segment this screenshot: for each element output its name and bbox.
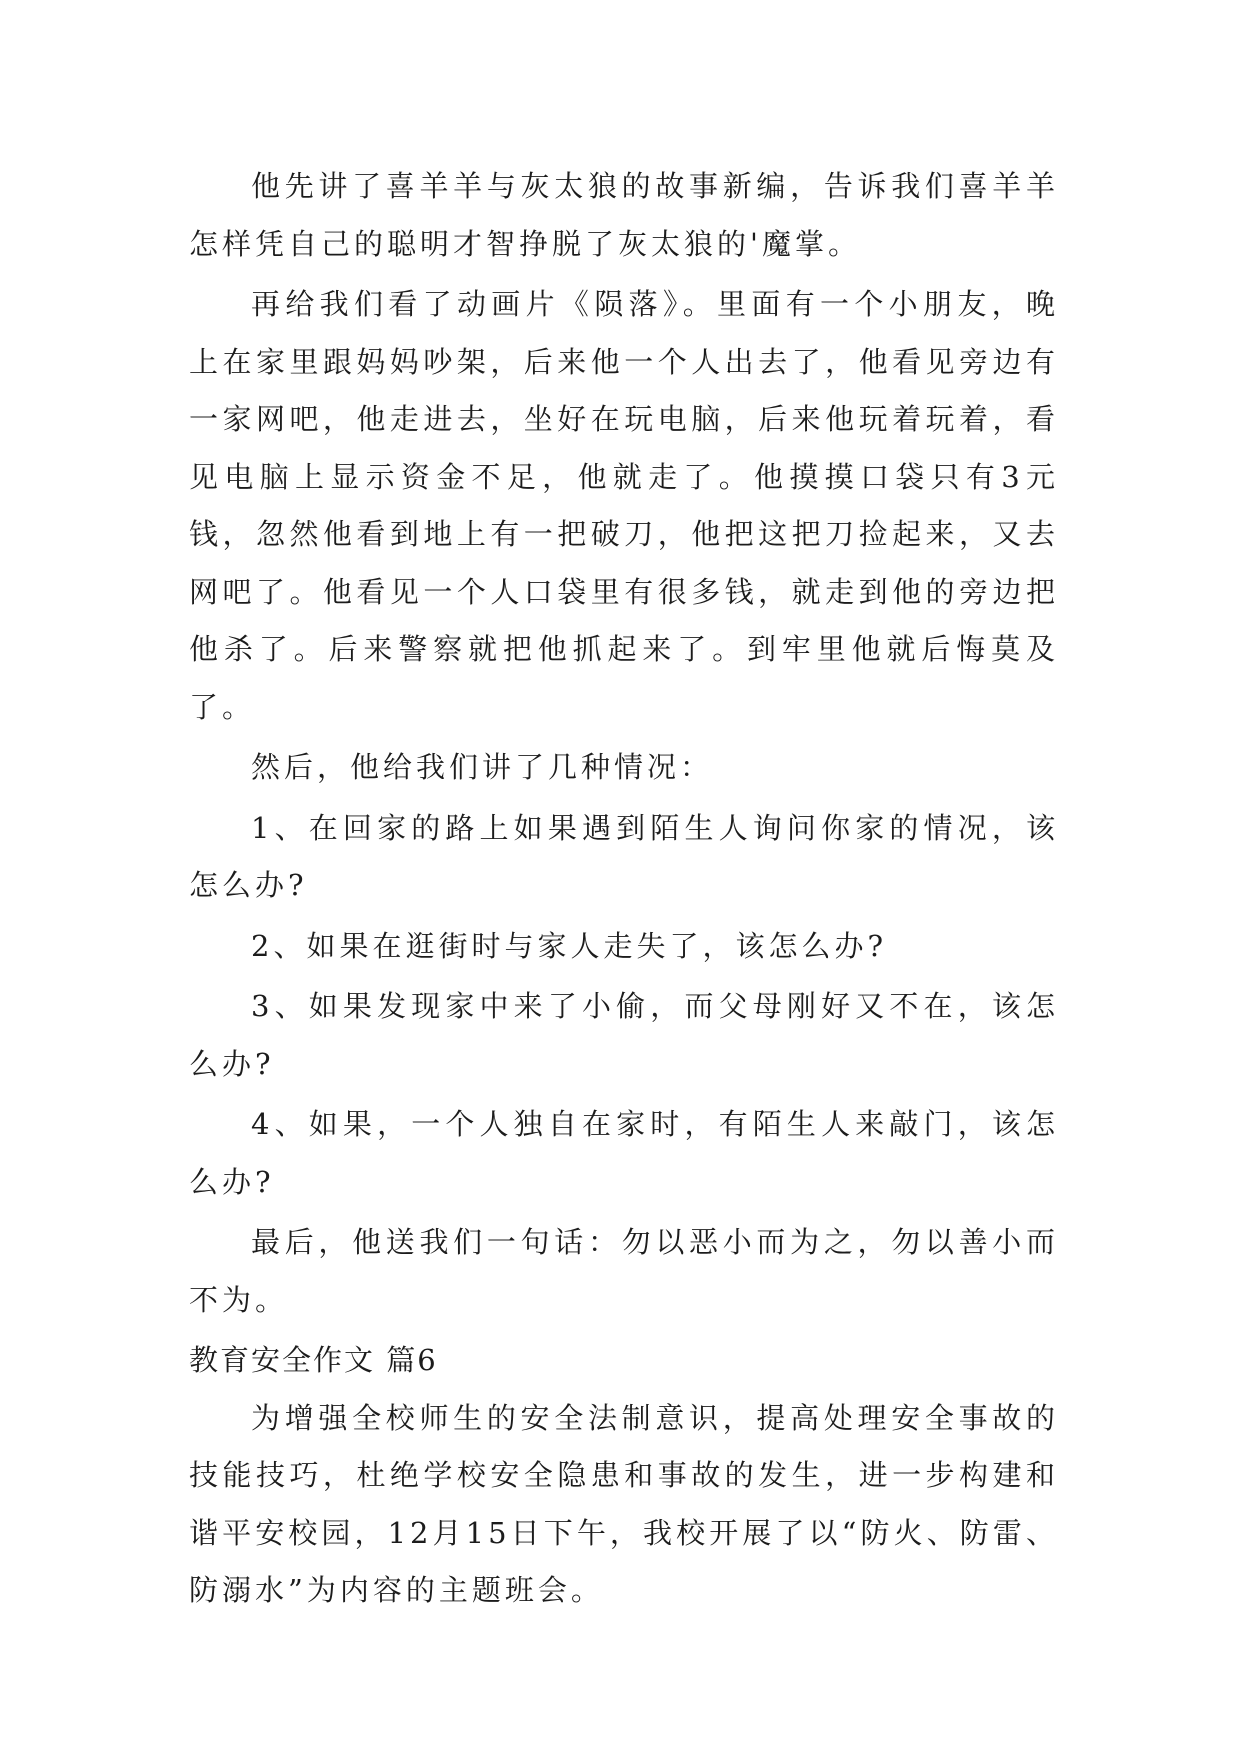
list-item-situation-4: 4、如果，一个人独自在家时，有陌生人来敲门，该怎么办? bbox=[189, 1107, 1059, 1199]
paragraph-class-meeting: 为增强全校师生的安全法制意识，提高处理安全事故的技能技巧，杜绝学校安全隐患和事故的发生，进一步构建和谐平安校园，12月15日下午，我校开展了以“防火、防雷、防溺水”为内容的主题班会。 bbox=[189, 1400, 1059, 1607]
paragraph-closing-quote: 最后，他送我们一句话：勿以恶小而为之，勿以善小而不为。 bbox=[189, 1225, 1059, 1317]
section-heading: 教育安全作文 篇6 bbox=[189, 1343, 438, 1377]
document-body bbox=[189, 158, 1059, 1623]
paragraph-situations-intro: 然后，他给我们讲了几种情况： bbox=[251, 750, 714, 784]
paragraph-animation: 再给我们看了动画片《陨落》。里面有一个小朋友，晚上在家里跟妈妈吵架，后来他一个人出去了，他看见旁边有一家网吧，他走进去，坐好在玩电脑，后来他玩着玩着，看见电脑上显示资金不足，他就走了。他摸摸口袋只有3元钱，忽然他看到地上有一把破刀，他把这把刀捡起来，又去网吧了。他看见一个人口袋里有很多钱，就走到他的旁边把他杀了。后来警察就把他抓起来了。到牢里他就后悔莫及了。 bbox=[189, 287, 1059, 724]
list-item-situation-1: 1、在回家的路上如果遇到陌生人询问你家的情况，该怎么办? bbox=[189, 810, 1059, 902]
list-item-situation-2: 2、如果在逛街时与家人走失了，该怎么办? bbox=[251, 928, 887, 963]
paragraph-story-intro: 他先讲了喜羊羊与灰太狼的故事新编，告诉我们喜羊羊怎样凭自己的聪明才智挣脱了灰太狼的'魔掌。 bbox=[189, 169, 1059, 261]
list-item-situation-3: 3、如果发现家中来了小偷，而父母刚好又不在，该怎么办? bbox=[189, 989, 1059, 1081]
